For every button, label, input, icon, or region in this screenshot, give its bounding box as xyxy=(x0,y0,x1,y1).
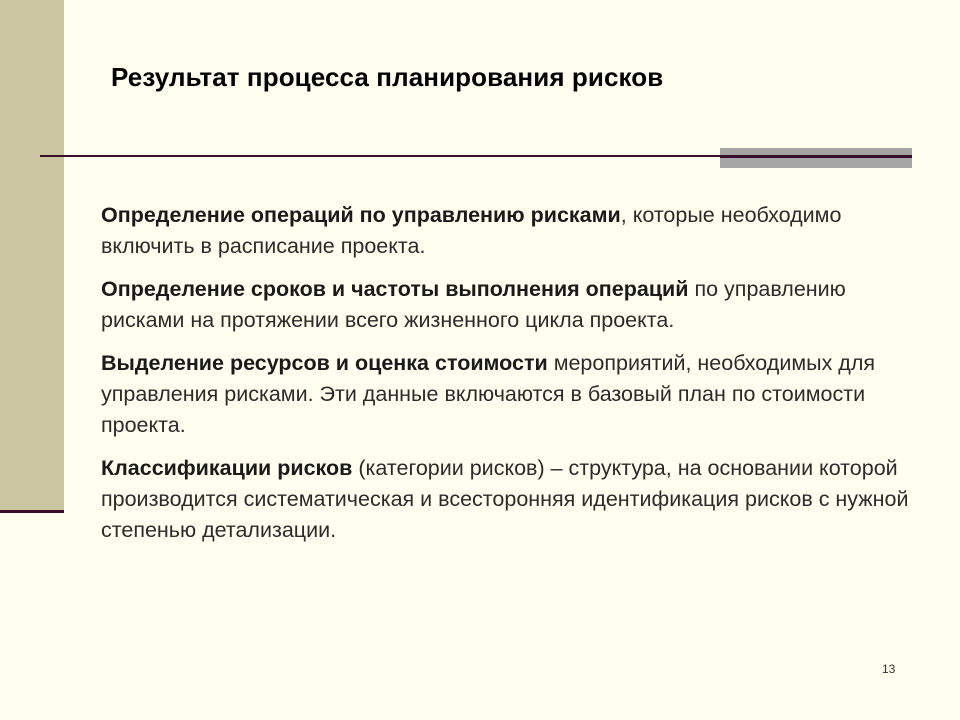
list-item xyxy=(101,274,931,336)
page-number: 13 xyxy=(882,662,896,676)
item-text: (категории рисков) – структура, на основании которой производится систематическая и всесторонняя идентификация рисков с нужной степенью детализации. xyxy=(101,456,909,542)
title-accent-bar xyxy=(720,148,912,168)
left-band-rule xyxy=(0,510,64,513)
item-text: , которые необходимо включить в расписание проекта. xyxy=(101,203,842,258)
title-accent-rule xyxy=(720,155,912,158)
list-item xyxy=(101,453,931,546)
item-heading: Определение сроков и частоты выполнения операций xyxy=(101,277,689,301)
item-text: мероприятий, необходимых для управления рисками. Эти данные включаются в базовый план по стоимости проекта. xyxy=(101,351,876,437)
item-heading: Классификации рисков xyxy=(101,456,353,480)
item-text: по управлению рисками на протяжении всего жизненного цикла проекта. xyxy=(101,277,846,332)
left-decor-band xyxy=(0,0,64,512)
item-heading: Определение операций по управлению рисками xyxy=(101,203,621,227)
slide-title: Результат процесса планирования рисков xyxy=(111,62,664,92)
item-heading: Выделение ресурсов и оценка стоимости xyxy=(101,351,548,375)
list-item xyxy=(101,200,931,262)
list-item xyxy=(101,348,931,441)
slide-body xyxy=(101,200,931,558)
